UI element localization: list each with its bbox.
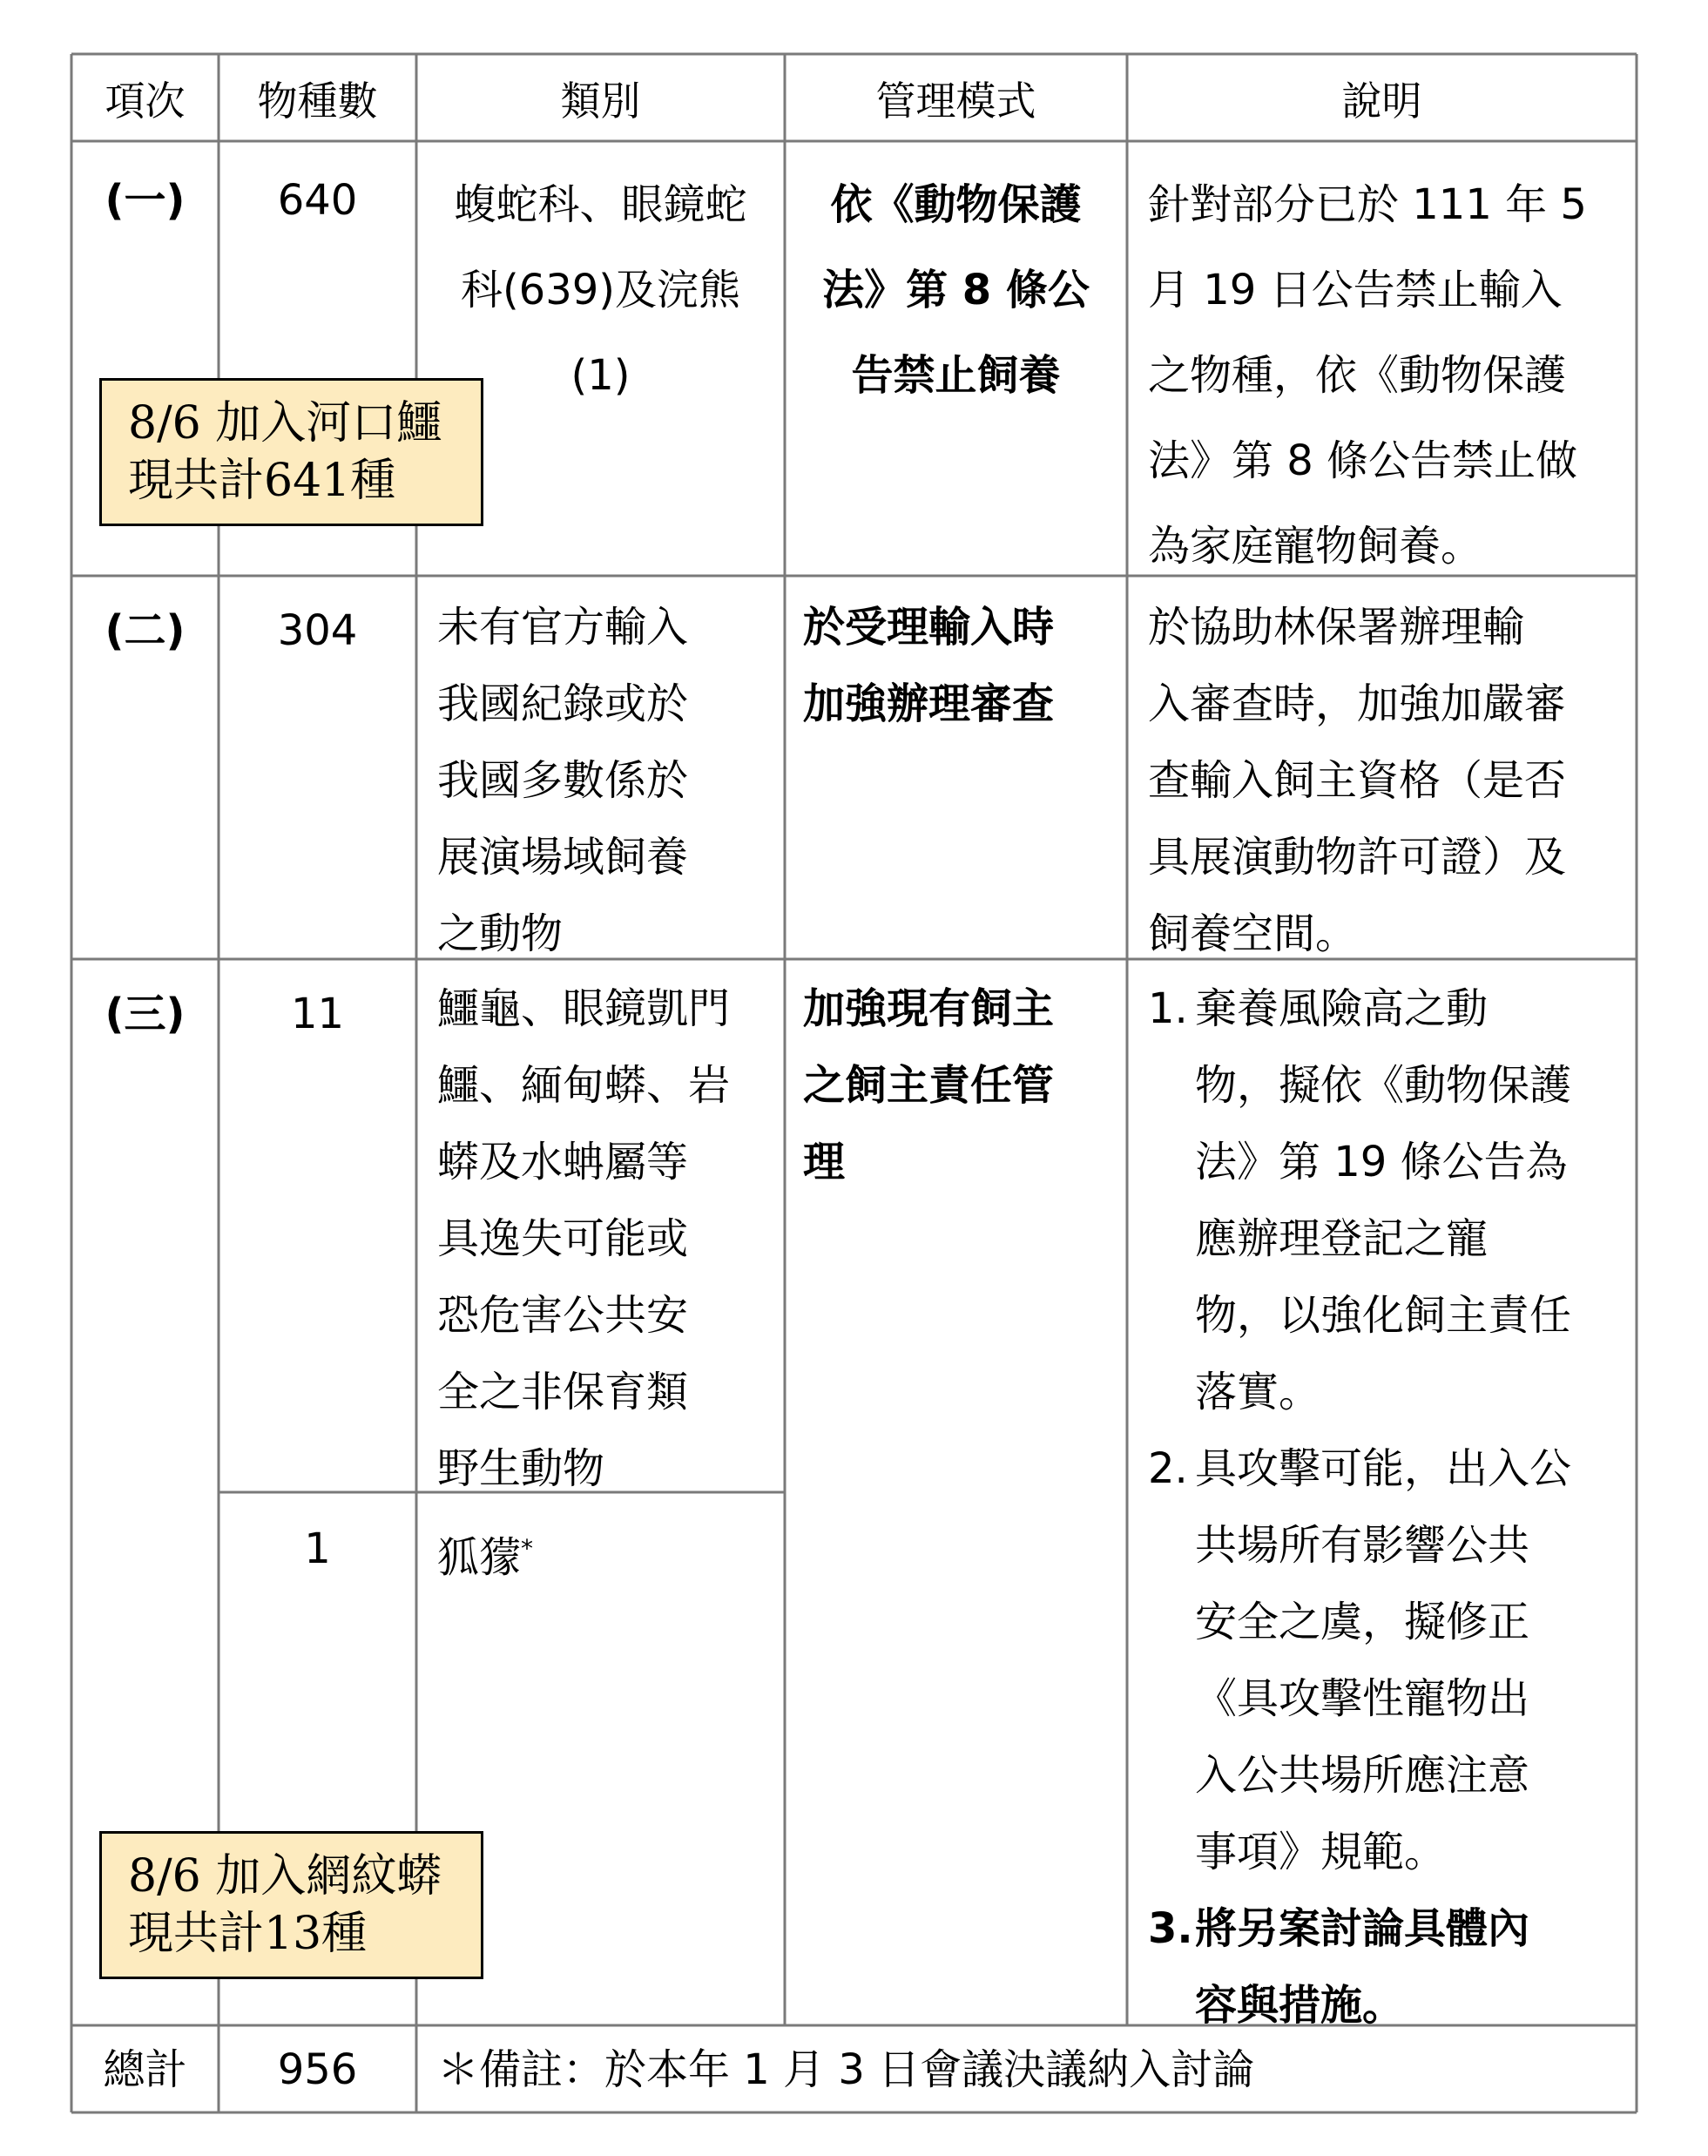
- header-count: 物種數: [257, 78, 378, 125]
- row3-sub-category: [437, 1511, 768, 1596]
- row1-item: (一): [105, 176, 186, 225]
- footnote-mark: *: [521, 1534, 534, 1563]
- row1-category: 蝮蛇科、眼鏡蛇 科(639)及浣熊 (1): [454, 180, 747, 400]
- row3-category: 鱷龜、眼鏡凱門 鱷、緬甸蟒、岩 蟒及水蚺屬等 具逸失可能或 恐危害公共安 全之非保育類 野生動物: [437, 984, 731, 1493]
- explanation-item-1-text: 棄養風險高之動 物，擬依《動物保護 法》第 19 條公告為 應辦理登記之寵 物，以強化飼主責任 落實。: [1195, 984, 1572, 1416]
- row1-explanation: 針對部分已於 111 年 5 月 19 日公告禁止輸入 之物種，依《動物保護 法》第 8 條公告禁止做 為家庭寵物飼養。: [1148, 180, 1587, 571]
- row3-item: (三): [105, 990, 186, 1038]
- row2-count: 304: [277, 606, 358, 655]
- total-label: 總計: [103, 2045, 187, 2094]
- total-remark: ＊備註：於本年 1 月 3 日會議決議納入討論: [437, 2045, 1255, 2094]
- row3-sub-count: 1: [304, 1524, 331, 1573]
- explanation-item-2-text: 具攻擊可能，出入公 共場所有影響公共 安全之虞，擬修正 《具攻擊性寵物出 入公共場所應注意 事項》規範。: [1195, 1444, 1572, 1876]
- note-crocodile: 8/6 加入河口鱷 現共計641種: [99, 378, 483, 526]
- header-explanation: 說明: [1341, 78, 1422, 125]
- row3-count: 11: [290, 990, 345, 1038]
- header-mode: 管理模式: [875, 78, 1036, 125]
- row3-mode: 加強現有飼主 之飼主責任管 理: [803, 984, 1055, 1186]
- row3-sub-category-name: 狐獴: [437, 1533, 522, 1582]
- row2-item: (二): [105, 606, 186, 655]
- note-python: 8/6 加入網紋蟒 現共計13種: [99, 1831, 483, 1979]
- explanation-item-3-number: 3.: [1148, 1904, 1193, 1953]
- row1-mode: 依《動物保護 法》第 8 條公 告禁止飼養: [822, 180, 1090, 400]
- row1-count: 640: [277, 176, 358, 225]
- header-category: 類別: [560, 78, 641, 125]
- row2-mode: 於受理輸入時 加強辦理審查: [803, 603, 1055, 728]
- total-count: 956: [277, 2045, 358, 2094]
- row2-explanation: 於協助林保署辦理輸 入審查時，加強加嚴審 查輸入飼主資格（是否 具展演動物許可證）及 飼養空間。: [1148, 603, 1567, 958]
- row2-category: 未有官方輸入 我國紀錄或於 我國多數係於 展演場域飼養 之動物: [437, 603, 689, 958]
- explanation-item-1-number: 1.: [1148, 984, 1188, 1033]
- explanation-item-3-text: 將另案討論具體內 容與措施。: [1195, 1904, 1530, 2030]
- header-item: 項次: [105, 78, 186, 125]
- explanation-item-2-number: 2.: [1148, 1444, 1188, 1493]
